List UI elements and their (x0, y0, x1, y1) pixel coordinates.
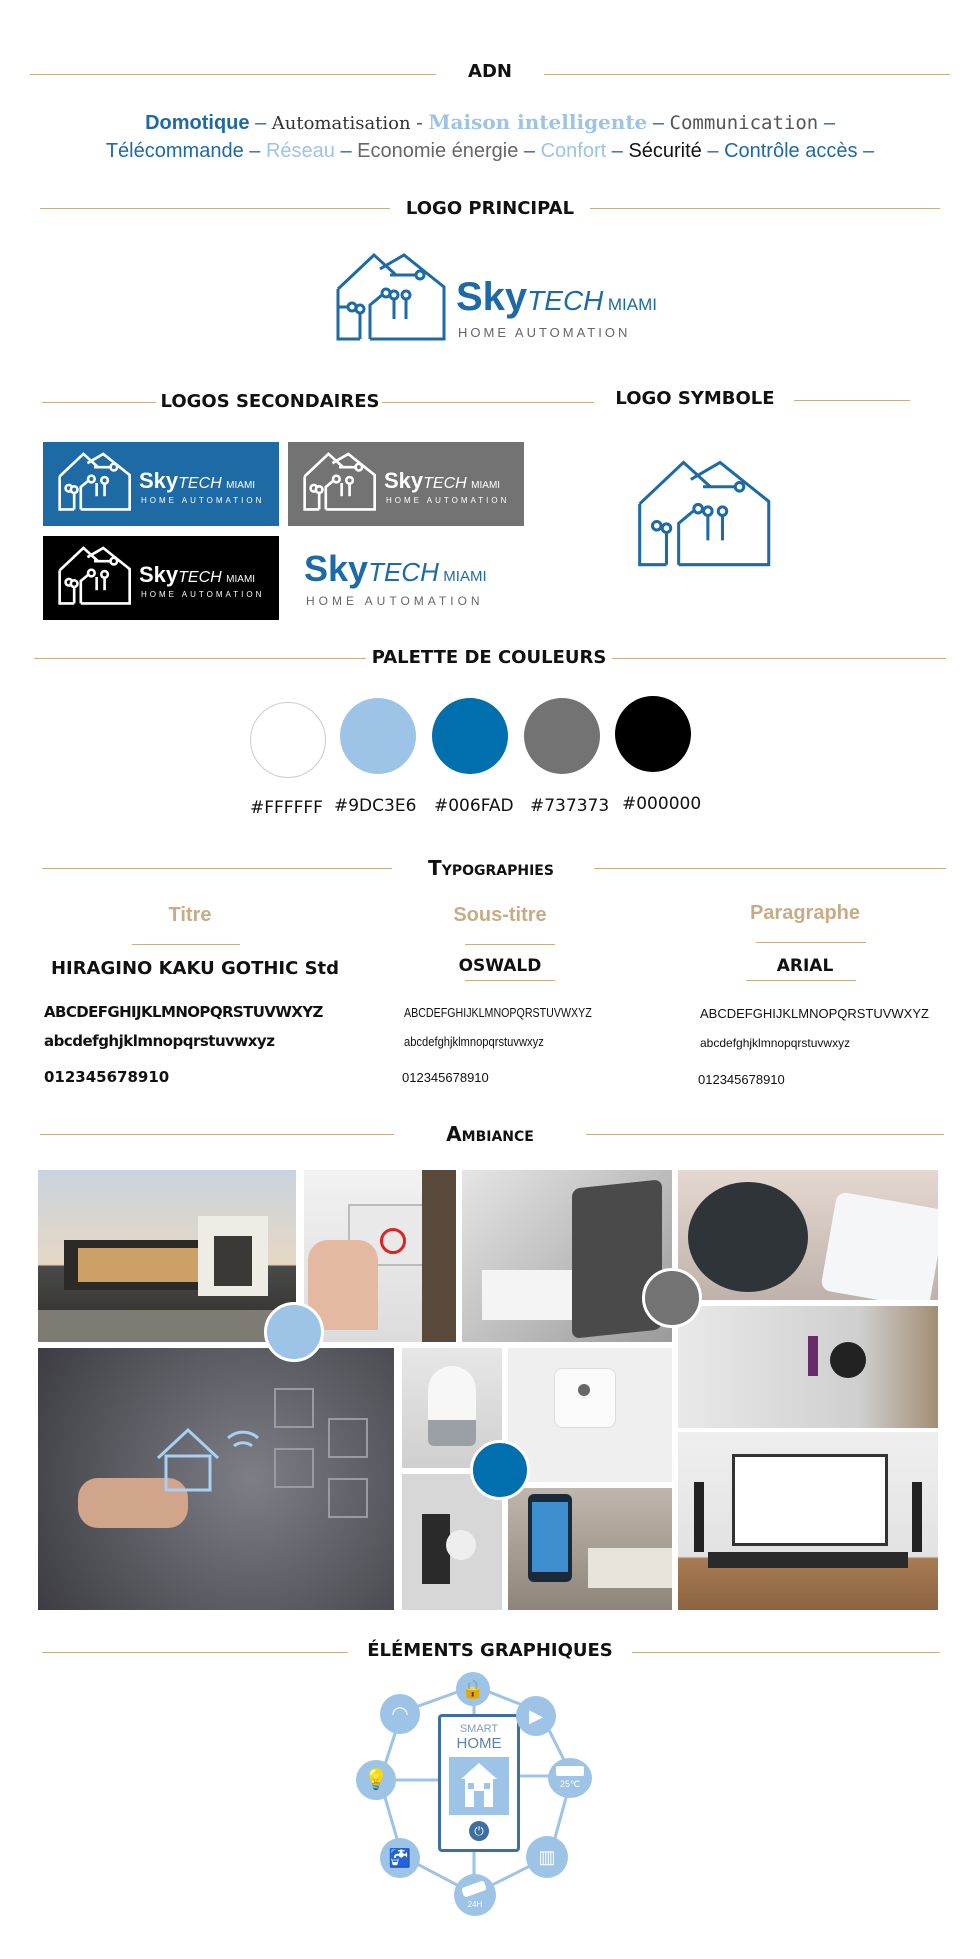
photo-smart-speaker (678, 1170, 938, 1300)
accent-dot-light-blue (264, 1302, 324, 1362)
lock-icon: 🔒 (456, 1672, 490, 1706)
section-title-logo-principal: LOGO PRINCIPAL (405, 198, 575, 219)
keyword-telecommande: Télécommande (105, 140, 244, 162)
secondary-logo-wordmark-only: SkyTECH MIAMI HOME AUTOMATION (304, 548, 487, 608)
adn-keywords-line-2: Télécommande – Réseau – Economie énergie – Confort – Sécurité – Contrôle accès – (105, 140, 875, 162)
keyword-economie-energie: Economie énergie (357, 140, 519, 162)
home-label: HOME (456, 1735, 502, 1752)
adn-keywords-line-1: Domotique – Automatisation - Maison intelligente – Communication – (145, 110, 835, 134)
main-logo-wordmark (456, 275, 657, 320)
brand-miami: MIAMI (607, 295, 657, 314)
divider (794, 400, 910, 401)
house-circuit-icon (302, 452, 376, 514)
divider (590, 208, 940, 209)
secondary-wordmark: SkyTECH MIAMI (304, 548, 487, 589)
accent-dot-gray (642, 1268, 702, 1328)
water-tap-icon: 🚰 (380, 1838, 420, 1878)
secondary-wordmark: SkyTECH MIAMI (139, 562, 256, 587)
keyword-confort: Confort (540, 140, 607, 162)
secondary-logo-black: SkyTECH MIAMI HOME AUTOMATION (43, 536, 279, 620)
divider (746, 980, 856, 981)
hex-black: #000000 (622, 794, 702, 814)
swatch-blue (432, 698, 508, 774)
divider (632, 1652, 940, 1653)
paragraphe-sample-lower: abcdefghjklmnopqrstuvwxyz (700, 1036, 851, 1050)
secondary-logo-gray: SkyTECH MIAMI HOME AUTOMATION (288, 442, 524, 526)
lightbulb-icon: 💡 (356, 1760, 396, 1800)
section-title-logos-secondaires: LOGOS SECONDAIRES (160, 391, 380, 412)
accent-dot-blue (470, 1440, 530, 1500)
air-conditioner-icon (548, 1758, 592, 1798)
power-icon: ⏻ (469, 1821, 489, 1841)
security-camera-icon (454, 1874, 496, 1916)
typo-font-paragraphe: ARIAL (776, 956, 834, 976)
photo-bedroom-phone (508, 1488, 672, 1610)
sous-titre-sample-lower: abcdefghjklmnopqrstuvwxyz (404, 1034, 544, 1049)
house-circuit-icon (57, 452, 131, 514)
divider (40, 1134, 394, 1135)
secondary-logo-blue: SkyTECH MIAMI HOME AUTOMATION (43, 442, 279, 526)
house-circuit-icon (334, 253, 446, 345)
section-title-elements-graphiques: ÉLÉMENTS GRAPHIQUES (367, 1640, 613, 1661)
divider (40, 208, 390, 209)
titre-sample-upper: ABCDEFGHIJKLMNOPQRSTUVWXYZ (44, 1003, 323, 1021)
section-title-typographies: Typographies (428, 856, 554, 880)
photo-touch-panel (304, 1170, 456, 1342)
paragraphe-sample-upper: ABCDEFGHIJKLMNOPQRSTUVWXYZ (700, 1006, 929, 1021)
sous-titre-sample-upper: ABCDEFGHIJKLMNOPQRSTUVWXYZ (404, 1005, 592, 1020)
smart-home-phone (438, 1714, 520, 1852)
section-title-palette: PALETTE DE COULEURS (371, 647, 607, 668)
main-logo (334, 253, 657, 345)
photo-interior-tablet (462, 1170, 672, 1342)
temperature-label: 25℃ (559, 1779, 581, 1789)
secondary-wordmark: SkyTECH MIAMI (139, 468, 256, 493)
typo-label-sous-titre: Sous-titre (453, 904, 547, 926)
house-circuit-icon (57, 546, 131, 608)
divider (382, 402, 594, 403)
keyword-controle-acces: Contrôle accès (724, 140, 858, 162)
typo-font-sous-titre: OSWALD (458, 956, 542, 976)
logo-symbol-house-icon (634, 460, 772, 572)
wifi-icon: ◠ (380, 1694, 420, 1734)
divider (42, 1652, 348, 1653)
photo-smart-home-hand (38, 1348, 394, 1610)
swatch-light-blue (340, 698, 416, 774)
swatch-black (615, 696, 691, 772)
smart-home-infographic (350, 1672, 610, 1922)
keyword-maison-intelligente: Maison intelligente (428, 110, 648, 134)
hex-light-blue: #9DC3E6 (334, 796, 417, 816)
brand-tagline: HOME AUTOMATION (458, 325, 631, 340)
keyword-reseau: Réseau (265, 140, 335, 162)
swatch-white (250, 702, 326, 778)
keyword-communication: Communication (669, 112, 819, 134)
divider (42, 402, 156, 403)
section-title-adn: ADN (468, 61, 512, 82)
divider (544, 74, 950, 75)
divider (756, 942, 866, 943)
divider (132, 944, 240, 945)
divider (42, 868, 392, 869)
hex-gray: #737373 (530, 796, 610, 816)
divider (612, 658, 946, 659)
keyword-domotique: Domotique (145, 112, 250, 134)
sous-titre-sample-digits: 012345678910 (402, 1070, 489, 1085)
hex-blue: #006FAD (434, 796, 514, 816)
hex-white: #FFFFFF (250, 798, 323, 818)
garage-door-icon: ▥ (526, 1836, 568, 1878)
swatch-gray (524, 698, 600, 774)
divider (30, 74, 436, 75)
secondary-wordmark: SkyTECH MIAMI (384, 468, 501, 493)
hours-label: 24H (467, 1900, 483, 1909)
photo-motion-sensor (508, 1348, 672, 1482)
paragraphe-sample-digits: 012345678910 (698, 1072, 785, 1087)
smart-house-glow-icon (148, 1408, 268, 1508)
typo-label-paragraphe: Paragraphe (749, 902, 861, 924)
section-title-ambiance: Ambiance (446, 1122, 534, 1146)
divider (465, 980, 555, 981)
section-title-logo-symbole: LOGO SYMBOLE (615, 388, 775, 409)
photo-modern-house (38, 1170, 296, 1342)
divider (34, 658, 366, 659)
typo-font-titre: HIRAGINO KAKU GOTHIC Std (50, 958, 340, 979)
video-play-icon: ▶ (516, 1696, 556, 1736)
divider (594, 868, 946, 869)
divider (465, 944, 555, 945)
photo-wall-camera (678, 1306, 938, 1428)
smart-label: SMART (459, 1723, 499, 1735)
house-icon (459, 1761, 499, 1811)
keyword-securite: Sécurité (628, 140, 702, 162)
photo-home-cinema (678, 1432, 938, 1610)
keyword-automatisation: Automatisation (271, 113, 411, 134)
brand-sky: Sky (456, 275, 528, 319)
typo-label-titre: Titre (168, 904, 212, 926)
brand-tech: TECH (527, 285, 604, 316)
divider (586, 1134, 944, 1135)
titre-sample-digits: 012345678910 (44, 1068, 170, 1086)
titre-sample-lower: abcdefghjklmnopqrstuvwxyz (44, 1032, 275, 1050)
